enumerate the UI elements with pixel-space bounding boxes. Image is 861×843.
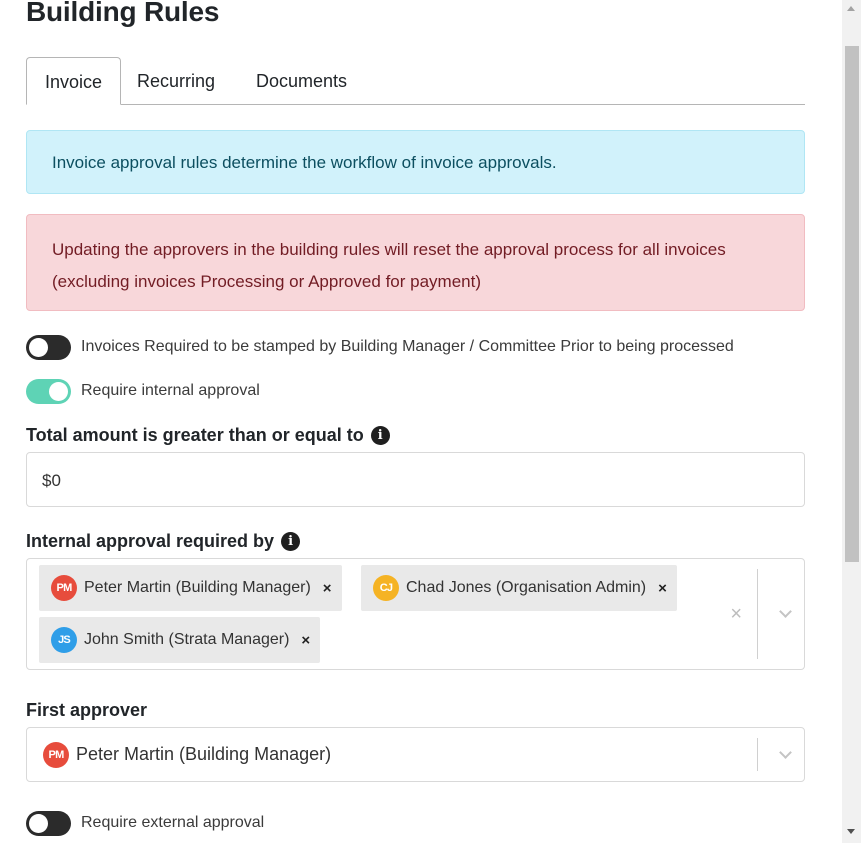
chevron-down-icon[interactable] <box>781 559 790 669</box>
first-approver-select[interactable] <box>26 727 805 782</box>
tab-invoice[interactable]: Invoice <box>26 57 121 105</box>
internal-approvers-multiselect[interactable] <box>26 558 805 670</box>
warning-alert: Updating the approvers in the building rules will reset the approval process for all invoices (excluding invoices Processing or Approved for payment) <box>26 214 805 311</box>
internal-approval-label-text: Internal approval required by <box>26 531 275 551</box>
total-amount-input[interactable]: $0 <box>26 452 805 507</box>
toggle-knob <box>29 338 48 357</box>
approver-tag-peter-martin <box>39 565 342 611</box>
avatar: JS <box>51 627 77 653</box>
first-approver-value: Peter Martin (Building Manager) <box>76 744 332 764</box>
scroll-thumb[interactable] <box>845 46 859 562</box>
page-title: Building Rules <box>26 0 220 27</box>
stamped-toggle-label: Invoices Required to be stamped by Building Manager / Committee Prior to being processed <box>81 338 734 355</box>
approver-tag-label: Peter Martin (Building Manager) <box>84 579 311 596</box>
avatar: PM <box>51 575 77 601</box>
scroll-down-arrow-icon[interactable] <box>847 829 855 834</box>
toggle-knob <box>49 382 68 401</box>
approver-tag-john-smith <box>39 617 320 663</box>
avatar: CJ <box>373 575 399 601</box>
total-amount-label <box>26 425 390 446</box>
external-approval-toggle[interactable] <box>26 811 71 836</box>
divider <box>757 569 758 659</box>
remove-tag-icon[interactable]: × <box>322 579 332 597</box>
info-alert: Invoice approval rules determine the workflow of invoice approvals. <box>26 130 805 194</box>
internal-approval-toggle-row <box>26 378 260 404</box>
internal-approval-toggle-label: Require internal approval <box>81 382 260 399</box>
stamped-toggle[interactable] <box>26 335 71 360</box>
toggle-knob <box>29 814 48 833</box>
approver-tag-label: John Smith (Strata Manager) <box>84 631 290 648</box>
external-approval-toggle-label: Require external approval <box>81 814 265 831</box>
total-amount-label-text: Total amount is greater than or equal to <box>26 425 364 445</box>
internal-approval-toggle[interactable] <box>26 379 71 404</box>
clear-all-icon[interactable]: × <box>730 602 742 625</box>
avatar: PM <box>43 742 69 768</box>
approver-tag-chad-jones <box>361 565 677 611</box>
tab-bar <box>26 57 805 105</box>
divider <box>757 738 758 771</box>
external-approval-toggle-row <box>26 810 264 836</box>
info-icon[interactable]: i <box>281 532 300 551</box>
stamped-toggle-row <box>26 334 734 360</box>
tab-documents[interactable]: Documents <box>256 71 348 91</box>
first-approver-label: First approver <box>26 700 148 720</box>
tab-recurring[interactable]: Recurring <box>137 71 216 91</box>
approver-tag-label: Chad Jones (Organisation Admin) <box>406 579 647 596</box>
internal-approval-label <box>26 531 300 552</box>
info-icon[interactable]: i <box>371 426 390 445</box>
chevron-down-icon[interactable] <box>781 728 790 781</box>
vertical-scrollbar[interactable] <box>842 0 861 843</box>
remove-tag-icon[interactable]: × <box>658 579 667 597</box>
remove-tag-icon[interactable]: × <box>301 631 311 649</box>
scroll-up-arrow-icon[interactable] <box>847 6 855 11</box>
